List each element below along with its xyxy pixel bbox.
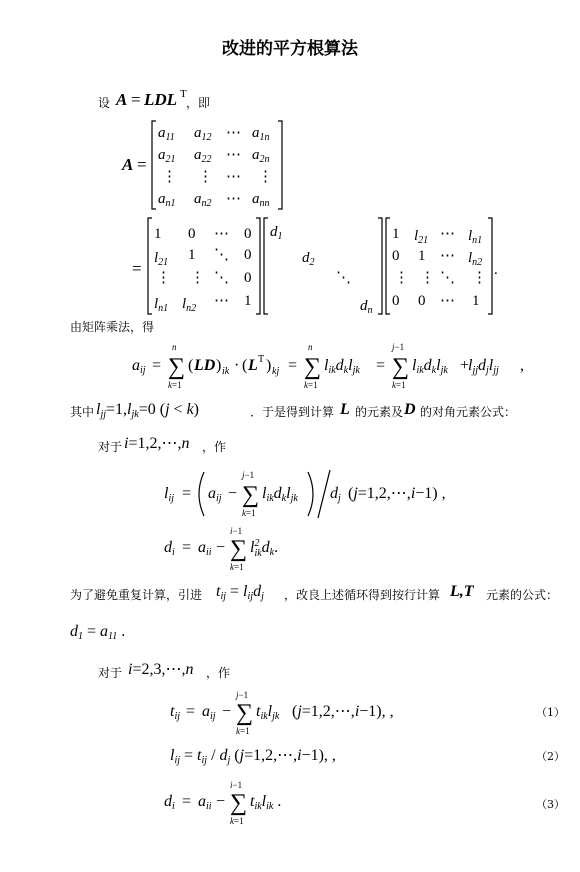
- svg-text:−: −: [216, 793, 226, 810]
- svg-text:dj: dj: [330, 485, 341, 504]
- svg-text:1: 1: [472, 293, 480, 309]
- svg-text:likdkljk: likdkljk: [412, 357, 448, 376]
- symbol-D: [402, 396, 418, 420]
- svg-text:L: L: [340, 401, 350, 418]
- svg-text:d2: $d_2$: [302, 250, 315, 268]
- svg-text:∑: ∑: [304, 354, 322, 380]
- svg-text:=: =: [182, 485, 192, 502]
- svg-text:0: 0: [418, 293, 426, 309]
- svg-text:k=1: k=1: [304, 380, 318, 390]
- svg-text:−: −: [228, 485, 238, 502]
- svg-text:tij = lijdj: tij = lijdj: [216, 583, 264, 602]
- svg-text:d1 = a11 .: d1 = a11 .: [70, 623, 126, 642]
- svg-text:1: 1: [154, 226, 162, 242]
- svg-text:+: +: [460, 357, 470, 374]
- svg-text:j−1: j−1: [236, 690, 249, 700]
- formula-where: [94, 396, 259, 422]
- svg-text:LDL: LDL: [144, 90, 178, 109]
- svg-text:ln2: $l_{n2}$: [182, 296, 197, 314]
- formula-d1: [68, 618, 148, 644]
- svg-text:=: =: [152, 357, 162, 374]
- svg-text:=: =: [288, 357, 298, 374]
- svg-text:a22: $a_{22}$: [194, 147, 212, 165]
- svg-text:T: T: [180, 88, 187, 100]
- svg-text:kj: kj: [272, 366, 280, 377]
- svg-text:l21: $l_{21}$: [414, 228, 429, 246]
- svg-text:1: 1: [418, 248, 426, 264]
- svg-text:likdkljk: likdkljk: [262, 485, 298, 504]
- svg-text:likdkljk: likdkljk: [324, 357, 360, 376]
- svg-text:=: =: [182, 793, 192, 810]
- eq-number-2: （2）: [536, 750, 565, 763]
- svg-text:j−1: j−1: [242, 470, 255, 480]
- svg-text:a1n: $a_{1n}$: [252, 125, 270, 143]
- svg-text:aij: aij: [202, 703, 216, 722]
- svg-text:di: di: [164, 539, 175, 558]
- svg-text:0: 0: [392, 248, 400, 264]
- svg-text:∑: ∑: [230, 536, 248, 562]
- svg-text:0: 0: [392, 293, 400, 309]
- eq-number-3: （3）: [536, 798, 565, 811]
- formula-eq1: [168, 690, 418, 738]
- svg-text:A: A: [122, 155, 134, 174]
- svg-text:tiklik .: tiklik .: [250, 793, 282, 812]
- page-title: 改进的平方根算法: [222, 39, 358, 59]
- svg-text:·: ·: [234, 357, 240, 374]
- matrix-a: [118, 115, 293, 215]
- formula-aij-tail: [468, 352, 528, 382]
- loop2-prefix: 对于: [98, 666, 123, 680]
- svg-text:i−1: i−1: [230, 780, 243, 790]
- svg-text:=: =: [132, 259, 142, 278]
- avoid-text: 为了避免重复计算，引进: [70, 588, 203, 602]
- svg-text:lij: lij: [164, 485, 175, 504]
- svg-text:=: =: [376, 357, 386, 374]
- svg-text:): ): [266, 357, 272, 374]
- svg-text:⋮: ⋮: [156, 270, 171, 286]
- formula-di: [162, 526, 292, 574]
- svg-text:⋯: ⋯: [440, 248, 455, 264]
- formula-eq2: [168, 740, 368, 770]
- avoid-text3: 元素的公式：: [486, 588, 559, 602]
- svg-text:T: T: [258, 354, 265, 365]
- svg-text:⋯: ⋯: [226, 169, 241, 185]
- formula-lij: [162, 462, 472, 524]
- svg-text:⋯: ⋯: [214, 293, 229, 309]
- loop1-prefix: 对于: [98, 440, 123, 454]
- svg-text:ljjdjljj: ljjdjljj: [468, 357, 499, 376]
- svg-text:tikljk: tikljk: [256, 703, 280, 722]
- svg-text:aii: aii: [198, 539, 212, 558]
- svg-text:⋮: ⋮: [394, 270, 409, 286]
- svg-text:0: 0: [188, 226, 196, 242]
- svg-text:=: =: [182, 539, 192, 556]
- svg-text:∑: ∑: [236, 700, 254, 726]
- svg-text:1: 1: [188, 247, 196, 263]
- svg-text:): ): [216, 357, 222, 374]
- svg-text:(j=1,2,⋯,i−1), ,: (j=1,2,⋯,i−1), ,: [292, 703, 394, 720]
- where-prefix: 其中: [70, 405, 95, 419]
- symbol-L: [338, 396, 354, 420]
- svg-text:−: −: [216, 539, 226, 556]
- symbol-LT: [448, 578, 488, 602]
- svg-text:⋱: ⋱: [214, 247, 229, 263]
- svg-text:∑: ∑: [392, 354, 410, 380]
- svg-text:1: 1: [392, 226, 400, 242]
- formula-eq3: [162, 780, 302, 828]
- svg-text:∑: ∑: [242, 482, 260, 508]
- svg-text:=: =: [186, 703, 196, 720]
- svg-text:.: .: [494, 262, 498, 278]
- svg-text:k=1: k=1: [168, 380, 182, 390]
- svg-text:⋱: ⋱: [440, 270, 455, 286]
- svg-text:⋯: ⋯: [214, 226, 229, 242]
- svg-text:i=2,3,⋯,n: i=2,3,⋯,n: [128, 661, 194, 678]
- svg-text:1: 1: [244, 293, 252, 309]
- svg-text:j−1: j−1: [392, 342, 405, 352]
- svg-text:n: n: [172, 342, 177, 352]
- svg-text:∑: ∑: [230, 790, 248, 816]
- svg-text:di: di: [164, 793, 175, 812]
- where-text2: 的元素及: [355, 405, 404, 419]
- svg-text:0: 0: [244, 270, 252, 286]
- svg-text:⋮: ⋮: [190, 270, 205, 286]
- svg-text:⋯: ⋯: [226, 147, 241, 163]
- step1-text: 由矩阵乘法，得: [70, 320, 155, 334]
- svg-text:⋮: ⋮: [162, 169, 177, 185]
- svg-text:(j=1,2,⋯,i−1) ,: (j=1,2,⋯,i−1) ,: [348, 485, 446, 502]
- svg-text:0: 0: [244, 247, 252, 263]
- svg-text:−: −: [222, 703, 232, 720]
- svg-text:ln1: $l_{n1}$: [154, 296, 169, 314]
- intro-prefix: 设: [98, 96, 111, 110]
- svg-text:k=1: k=1: [242, 508, 256, 518]
- svg-text:ik: ik: [222, 366, 230, 377]
- svg-text:∑: ∑: [168, 354, 186, 380]
- svg-text:d1: $d_1$: [270, 224, 283, 242]
- svg-text:aij: aij: [132, 357, 146, 376]
- svg-text:tij: tij: [170, 703, 181, 722]
- svg-text:ln1: $l_{n1}$: [468, 228, 483, 246]
- avoid-text2: ，改良上述循环得到按行计算: [284, 588, 441, 602]
- svg-text:ann: $a_{nn}$: [252, 191, 270, 209]
- svg-text:L: L: [248, 357, 258, 374]
- svg-text:⋮: ⋮: [420, 270, 435, 286]
- svg-text:⋯: ⋯: [440, 293, 455, 309]
- svg-text:a2n: $a_{2n}$: [252, 147, 270, 165]
- svg-text:⋱: ⋱: [336, 270, 351, 286]
- where-text: ．于是得到计算: [250, 405, 335, 419]
- svg-text:a21: $a_{21}$: [158, 147, 176, 165]
- svg-text:ljj=1,ljk=0 (j < k): ljj=1,ljk=0 (j < k): [96, 401, 199, 420]
- svg-text:lij = tij / dj (j=1,2,⋯,i−1),: lij = tij / dj (j=1,2,⋯,i−1), ,: [170, 747, 336, 766]
- svg-text:a12: $a_{12}$: [194, 125, 212, 143]
- svg-text:i−1: i−1: [230, 526, 243, 536]
- svg-text:n: n: [308, 342, 313, 352]
- intro-suffix: ，即: [186, 96, 211, 110]
- svg-text:k=1: k=1: [230, 562, 244, 572]
- svg-text:aij: aij: [208, 485, 222, 504]
- svg-text:dn: $d_n$: [360, 298, 373, 316]
- svg-text:k=1: k=1: [230, 816, 244, 826]
- svg-text:(: (: [242, 357, 248, 374]
- loop2-suffix: ，作: [206, 666, 231, 680]
- svg-text:l21: $l_{21}$: [154, 250, 169, 268]
- svg-text:L,T: L,T: [450, 583, 474, 600]
- svg-text:D: D: [404, 401, 416, 418]
- matrix-ldlt-product: [130, 212, 510, 320]
- svg-text:0: 0: [244, 226, 252, 242]
- svg-text:i=1,2,⋯,n: i=1,2,⋯,n: [124, 435, 190, 452]
- where-text3: 的对角元素公式：: [420, 405, 517, 419]
- svg-text:⋮: ⋮: [472, 270, 487, 286]
- svg-text:=: =: [137, 155, 147, 174]
- svg-text:LD: LD: [194, 357, 216, 374]
- svg-text:aii: aii: [198, 793, 212, 812]
- svg-text:a11: $a_{11}$: [158, 125, 175, 143]
- svg-text:⋮: ⋮: [258, 169, 273, 185]
- svg-text:⋯: ⋯: [226, 125, 241, 141]
- svg-text:ln2: $l_{n2}$: [468, 250, 483, 268]
- svg-text:A: A: [116, 90, 128, 109]
- formula-aij-sum: [130, 338, 500, 394]
- svg-text:an2: $a_{n2}$: [194, 191, 212, 209]
- svg-text:⋯: ⋯: [226, 191, 241, 207]
- svg-text:(: (: [188, 357, 194, 374]
- loop1-suffix: ，作: [202, 440, 227, 454]
- svg-text:,: ,: [520, 357, 524, 374]
- svg-text:⋱: ⋱: [214, 270, 229, 286]
- svg-text:an1: $a_{n1}$: [158, 191, 176, 209]
- svg-text:l2ikdk.: $l^2$ ikdk.: [250, 538, 279, 559]
- svg-text:k=1: k=1: [236, 726, 250, 736]
- svg-text:⋯: ⋯: [440, 226, 455, 242]
- svg-text:k=1: k=1: [392, 380, 406, 390]
- svg-text:=: =: [131, 90, 141, 109]
- eq-number-1: （1）: [536, 706, 565, 719]
- svg-text:⋮: ⋮: [198, 169, 213, 185]
